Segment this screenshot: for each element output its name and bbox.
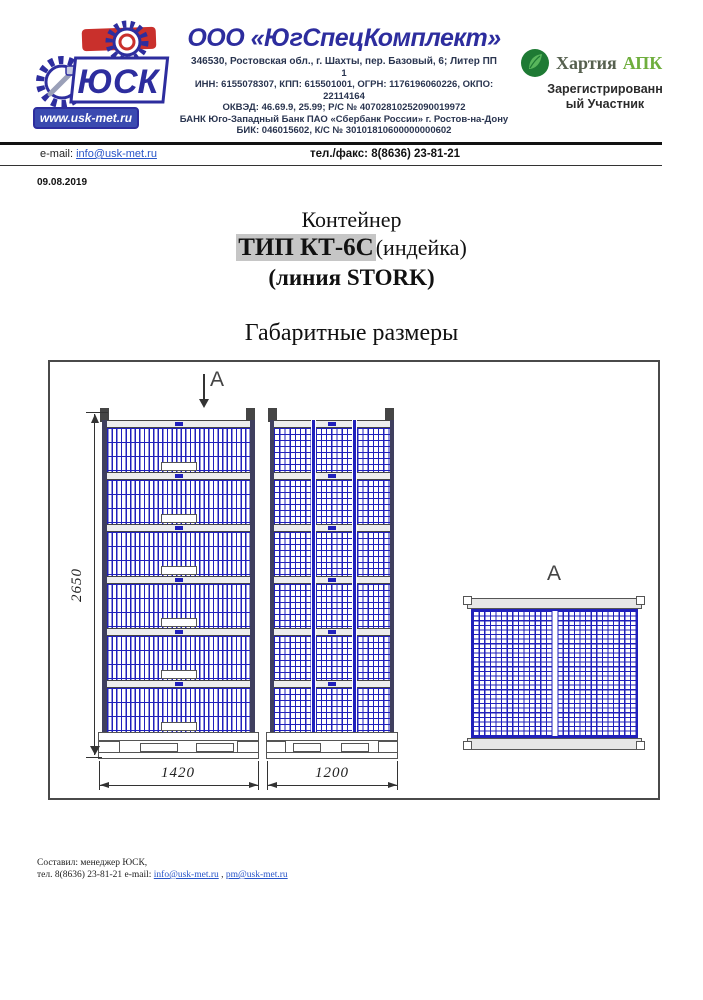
drawing-frame (48, 360, 660, 800)
cage-tier (107, 420, 250, 472)
dim-arrow (90, 746, 100, 755)
corner-fitting (463, 596, 472, 605)
logo-website: www.usk-met.ru (39, 111, 133, 125)
pallet-foot (341, 743, 369, 752)
cage-tier (274, 680, 390, 732)
cage-tier (274, 576, 390, 628)
email-link[interactable]: info@usk-met.ru (76, 148, 157, 160)
topview-rail (467, 598, 642, 609)
corner-fitting (636, 741, 645, 750)
contact-email-row (40, 148, 157, 160)
bank-line: БАНК Юго-Западный Банк ПАО «Сбербанк России» г. Ростов-на-Дону (179, 113, 509, 125)
footer (37, 857, 288, 881)
tier-handle (161, 566, 197, 575)
container-front-view (102, 420, 255, 732)
cage-tier (274, 524, 390, 576)
section-arrow-head (199, 399, 209, 408)
dim-arrow (388, 782, 397, 788)
topview-center-gap (551, 611, 558, 736)
dimension-line-front (99, 785, 259, 786)
company-name: ООО «ЮгСпецКомплект» (187, 24, 501, 52)
company-details (168, 56, 520, 137)
inn-line: ИНН: 6155078307, КПП: 615501001, ОГРН: 1176196060226, ОКПО: (194, 79, 494, 90)
footer-email-label: e-mail: (124, 870, 152, 880)
corner-fitting (636, 596, 645, 605)
cage-tier (274, 420, 390, 472)
dim-arrow (249, 782, 258, 788)
corner-fitting (463, 741, 472, 750)
pallet-runner (98, 752, 259, 759)
leaf-icon (520, 48, 550, 78)
usk-logo (30, 16, 170, 140)
okved-line: ОКВЭД: 46.69.9, 25.99; Р/С № 40702810252090019972 (222, 102, 466, 113)
container-type-suffix: (индейка) (375, 235, 467, 260)
header-divider-thin (0, 165, 662, 166)
dim-front-label: 1420 (161, 765, 195, 781)
cage-tier (107, 628, 250, 680)
view-a-label: A (547, 562, 562, 585)
section-arrow-line (203, 374, 205, 400)
pallet-deck (98, 732, 259, 741)
dim-arrow (268, 782, 277, 788)
container-type: ТИП КТ-6С (238, 234, 374, 261)
divider-post (352, 420, 357, 732)
pallet-foot (140, 743, 178, 752)
hartia-status-line: Зарегистрированн (547, 82, 663, 96)
header-divider-thick (0, 142, 662, 145)
logo-website-box (34, 108, 138, 128)
dim-arrow (91, 414, 99, 423)
dim-height-label: 2650 (69, 568, 85, 602)
cage-tier (107, 576, 250, 628)
section-title: Габаритные размеры (244, 320, 459, 346)
document-title (0, 206, 703, 292)
cage-tier (274, 472, 390, 524)
hartia-status-line: ый Участник (565, 97, 645, 111)
address-line: 346530, Ростовская обл., г. Шахты, пер. Базовый, 6; Литер ПП (191, 56, 497, 67)
okpo-line: 22114164 (323, 90, 365, 102)
pallet-foot (196, 743, 234, 752)
document-date: 09.08.2019 (37, 177, 88, 188)
footer-author: Составил: менеджер ЮСК, (37, 858, 148, 868)
extension-line (86, 757, 102, 758)
tier-handle (161, 722, 197, 731)
dim-arrow (100, 782, 109, 788)
extension-line (86, 412, 108, 413)
footer-email-link-2[interactable]: pm@usk-met.ru (225, 870, 288, 880)
phone-fax: тел./факс: 8(8636) 23-81-21 (310, 148, 461, 160)
hartia-abbr: АПК (622, 52, 663, 73)
divider-post (311, 420, 316, 732)
tier-handle (161, 670, 197, 679)
pallet-foot (293, 743, 321, 752)
logo-acronym: ЮСК (77, 63, 159, 101)
hartia-name: Хартия (556, 52, 617, 73)
cage-tier (107, 472, 250, 524)
tier-handle (161, 618, 197, 627)
email-label: e-mail: (40, 148, 74, 160)
tier-handle (161, 514, 197, 523)
footer-phone: тел. 8(8636) 23-81-21 (37, 870, 123, 880)
cage-tier (107, 680, 250, 732)
tier-handle (161, 462, 197, 471)
cage-tier (107, 524, 250, 576)
footer-separator: , (221, 870, 224, 880)
dim-side-label: 1200 (315, 765, 349, 781)
dimension-line-side (267, 785, 398, 786)
container-top-view (471, 609, 638, 738)
title-line-1: Контейнер (301, 207, 402, 232)
address-line: 1 (341, 67, 347, 79)
title-line-2: (линия STORK) (268, 265, 435, 290)
footer-email-link-1[interactable]: info@usk-met.ru (153, 870, 219, 880)
pallet-deck (266, 732, 398, 741)
section-label-top: A (210, 368, 225, 391)
cage-tier (274, 628, 390, 680)
container-side-view (270, 420, 394, 732)
bik-line: БИК: 046015602, К/С № 30101810600000000602 (236, 125, 452, 136)
pallet-runner (266, 752, 398, 759)
hartia-apk-badge (520, 48, 700, 112)
topview-rail (467, 738, 642, 750)
dimension-line-height (94, 414, 95, 755)
logo-acronym-box (71, 58, 168, 102)
